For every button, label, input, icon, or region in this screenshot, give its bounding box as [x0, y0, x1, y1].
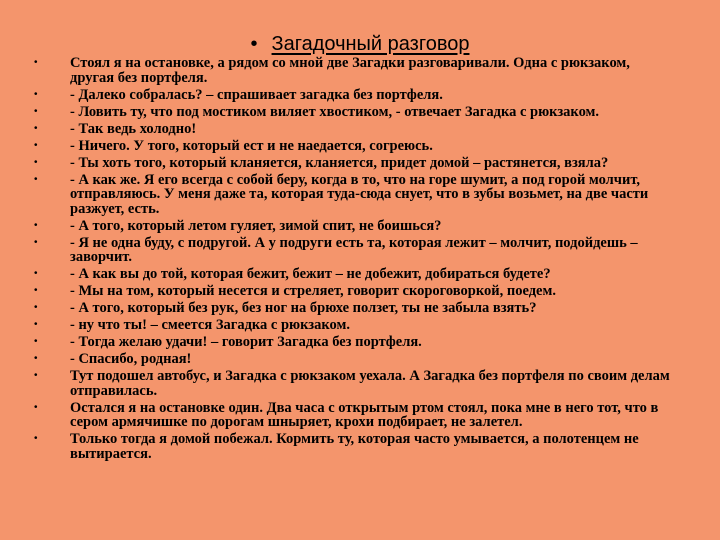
paragraph-text: - А как вы до той, которая бежит, бежит – не добежит, добираться будете? — [70, 266, 551, 283]
bullet-icon: • — [34, 122, 38, 134]
paragraph-text: - Так ведь холодно! — [70, 120, 197, 137]
list-item — [34, 369, 674, 398]
title-text: Загадочный разговор — [271, 33, 470, 55]
paragraph-text: - А того, который летом гуляет, зимой спит, не боишься? — [70, 217, 442, 234]
paragraph-text: - ну что ты! – смеется Загадка с рюкзаком. — [70, 317, 350, 334]
list-item — [34, 156, 674, 171]
bullet-icon: • — [34, 139, 38, 151]
list-item — [34, 139, 674, 154]
bullet-icon: • — [34, 285, 38, 297]
paragraph-text: Стоял я на остановке, а рядом со мной две Загадки разговаривали. Одна с рюкзаком, другая без портфеля. — [70, 55, 630, 86]
list-item — [34, 401, 674, 430]
bullet-icon: • — [34, 173, 38, 185]
list-item — [34, 352, 674, 367]
list-item — [34, 219, 674, 234]
list-item — [34, 301, 674, 316]
bullet-icon: • — [34, 336, 38, 348]
list-item — [34, 284, 674, 299]
bullet-icon: • — [34, 57, 38, 68]
list-item — [34, 88, 674, 103]
paragraph-text: - Мы на том, который несется и стреляет, говорит скороговоркой, поедем. — [70, 283, 556, 300]
paragraph-text: - Ничего. У того, который ест и не наедается, согреюсь. — [70, 137, 433, 154]
paragraph-text: Тут подошел автобус, и Загадка с рюкзаком уехала. А Загадка без портфеля по своим делам отправилась. — [70, 368, 670, 399]
paragraph-text: - Я не одна буду, с подругой. А у подруги есть та, которая лежит – молчит, подойдешь – заворчит. — [70, 234, 638, 266]
paragraph-text: - Ловить ту, что под мостиком виляет хвостиком, - отвечает Загадка с рюкзаком. — [70, 103, 600, 120]
list-item — [34, 236, 674, 265]
bullet-icon: • — [34, 370, 38, 382]
bullet-icon: • — [34, 353, 38, 365]
bullet-icon: • — [34, 401, 38, 413]
title-bullet: • — [250, 33, 258, 55]
list-item — [34, 105, 674, 120]
bullet-icon: • — [34, 219, 38, 231]
bullet-icon: • — [34, 156, 38, 168]
list-item — [34, 173, 674, 217]
bullet-icon: • — [34, 88, 38, 100]
list-item — [34, 267, 674, 282]
list-item — [34, 122, 674, 137]
bullet-list — [34, 56, 674, 464]
paragraph-text: - Спасибо, родная! — [70, 351, 192, 368]
bullet-icon: • — [34, 105, 38, 117]
paragraph-text: - Далеко собралась? – спрашивает загадка без портфеля. — [70, 86, 443, 103]
bullet-icon: • — [34, 433, 38, 445]
paragraph-text: - А как же. Я его всегда с собой беру, когда в то, что на горе шумит, а под горой молчит, отправляюсь. У меня даже та, которая туда-сюда снует, что в зубы возьмет, на две части разжует, есть. — [70, 171, 649, 217]
slide-title — [0, 32, 720, 56]
paragraph-text: Остался я на остановке один. Два часа с открытым ртом стоял, пока мне в него тот, что в сером армячишке по дорогам шныряет, крохи подбирает, не залетел. — [70, 399, 659, 431]
list-item — [34, 335, 674, 350]
bullet-icon: • — [34, 302, 38, 314]
paragraph-text: Только тогда я домой побежал. Кормить ту, которая часто умывается, а полотенцем не вытирается. — [70, 431, 639, 462]
list-item — [34, 432, 674, 461]
bullet-icon: • — [34, 319, 38, 331]
list-item — [34, 56, 674, 85]
bullet-icon: • — [34, 268, 38, 280]
paragraph-text: - А того, который без рук, без ног на брюхе ползет, ты не забыла взять? — [70, 300, 537, 317]
paragraph-text: - Тогда желаю удачи! – говорит Загадка без портфеля. — [70, 334, 422, 351]
list-item — [34, 318, 674, 333]
bullet-icon: • — [34, 236, 38, 248]
paragraph-text: - Ты хоть того, который кланяется, кланяется, придет домой – растянется, взяла? — [70, 154, 609, 171]
